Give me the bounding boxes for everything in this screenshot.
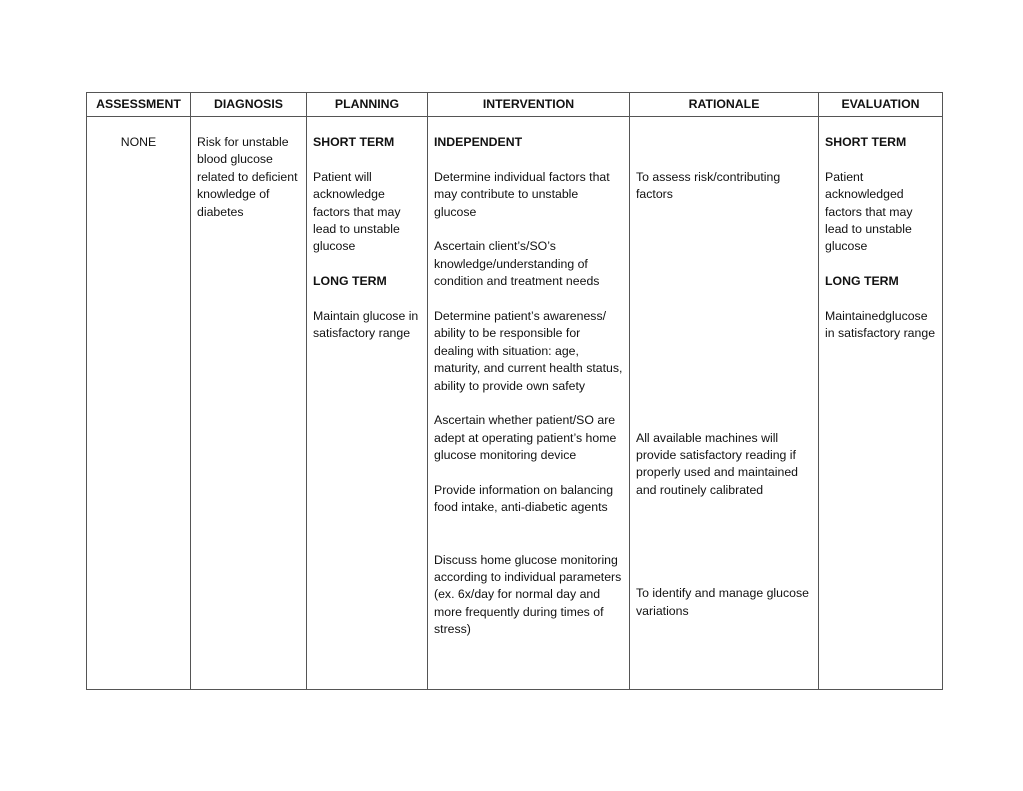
planning-long-term-heading: LONG TERM [313, 274, 387, 289]
rationale-item-2: All available machines will provide satisfactory reading if properly used and maintained and routinely calibrated [636, 430, 799, 497]
header-intervention: INTERVENTION [428, 93, 630, 117]
planning-short-term-text: Patient will acknowledge factors that may lead to unstable glucose [313, 169, 401, 254]
assessment-text: NONE [120, 135, 157, 149]
intervention-item-5: Provide information on balancing food intake, anti-diabetic agents [434, 483, 614, 515]
nursing-care-plan-table [86, 92, 943, 690]
planning-cell [307, 117, 428, 690]
header-rationale: RATIONALE [630, 93, 819, 117]
planning-long-term-text: Maintain glucose in satisfactory range [313, 309, 419, 341]
intervention-item-6: Discuss home glucose monitoring according to individual parameters (ex. 6x/day for normal day and more frequently during times of stress) [434, 552, 622, 637]
diagnosis-text: Risk for unstable blood glucose related to deficient knowledge of diabetes [197, 135, 298, 219]
evaluation-short-term-heading: SHORT TERM [825, 135, 907, 149]
header-row [87, 93, 943, 117]
intervention-cell [428, 117, 630, 690]
header-planning: PLANNING [307, 93, 428, 117]
intervention-heading: INDEPENDENT [434, 135, 523, 149]
planning-short-term-heading: SHORT TERM [313, 135, 395, 149]
intervention-item-1: Determine individual factors that may contribute to unstable glucose [434, 169, 610, 219]
intervention-item-4: Ascertain whether patient/SO are adept at operating patient’s home glucose monitoring device [434, 413, 617, 463]
intervention-item-3: Determine patient’s awareness/ ability to be responsible for dealing with situation: age, maturity, and current health status, ability to provide own safety [434, 309, 623, 393]
evaluation-cell [819, 117, 943, 690]
evaluation-short-term-text: Patient acknowledged factors that may lead to unstable glucose [825, 169, 913, 254]
table-row [87, 117, 943, 690]
header-assessment: ASSESSMENT [87, 93, 191, 117]
rationale-cell [630, 117, 819, 690]
intervention-item-2: Ascertain client’s/SO’s knowledge/understanding of condition and treatment needs [434, 239, 600, 289]
rationale-item-3: To identify and manage glucose variations [636, 586, 809, 618]
assessment-cell [87, 117, 191, 690]
header-evaluation: EVALUATION [819, 93, 943, 117]
header-diagnosis: DIAGNOSIS [191, 93, 307, 117]
diagnosis-cell [191, 117, 307, 690]
rationale-item-1: To assess risk/contributing factors [636, 169, 781, 202]
evaluation-long-term-text: Maintainedglucose in satisfactory range [825, 309, 936, 341]
evaluation-long-term-heading: LONG TERM [825, 274, 899, 289]
